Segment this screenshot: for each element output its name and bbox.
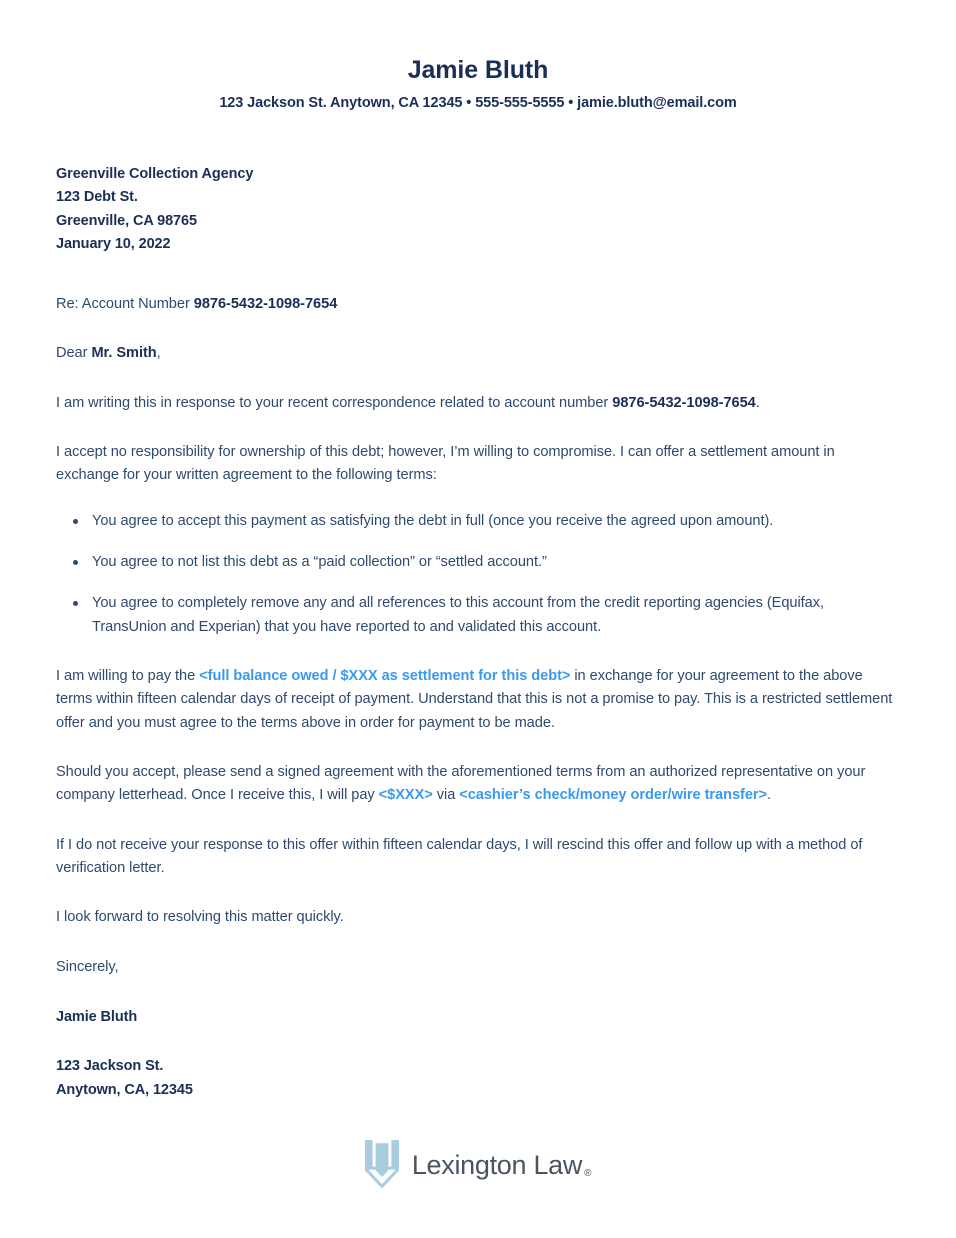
list-item: You agree to not list this debt as a “paid collection” or “settled account.” (56, 551, 900, 574)
registered-trademark-symbol: ® (584, 1167, 592, 1179)
salutation-suffix: , (156, 345, 161, 362)
recipient-company: Greenville Collection Agency (56, 166, 254, 182)
paragraph-willing-to-pay (56, 665, 900, 735)
paragraph-offer: I accept no responsibility for ownership of this debt; however, I’m willing to compromise. I can offer a settlement amount in exchange for your written agreement to the following terms: (56, 443, 835, 484)
signature-address-block (56, 1055, 900, 1102)
paragraph-closing: I look forward to resolving this matter quickly. (56, 909, 344, 926)
recipient-address-block (56, 163, 900, 257)
paragraph-intro (56, 392, 900, 415)
brand-name: Lexington Law (411, 1149, 583, 1180)
accept-text-after: . (766, 787, 771, 804)
sign-off: Sincerely, (56, 958, 119, 975)
salutation (56, 342, 900, 365)
signature-street: 123 Jackson St. (56, 1058, 164, 1075)
sender-contact-line: 123 Jackson St. Anytown, CA 12345 • 555-555-5555 • jamie.bluth@email.com (219, 95, 737, 111)
signature-city-state-zip: Anytown, CA, 12345 (56, 1081, 193, 1098)
letter-date: January 10, 2022 (56, 236, 171, 253)
footer-logo (0, 1140, 956, 1190)
letter-body (0, 163, 956, 1102)
terms-list (56, 510, 900, 639)
lexington-law-shield-icon (365, 1140, 399, 1190)
accept-text-before: Should you accept, please send a signed agreement with the aforementioned terms from an authorized representative on your company letterhead. Once I receive this, I will pay (56, 764, 866, 804)
sender-name: Jamie Bluth (407, 56, 549, 84)
paragraph-acceptance-instructions (56, 761, 900, 808)
letterhead (0, 0, 956, 111)
recipient-street: 123 Debt St. (56, 189, 138, 206)
recipient-city-state-zip: Greenville, CA 98765 (56, 212, 197, 229)
placeholder-payment-amount: <$XXX> (378, 787, 433, 804)
subject-account-number: 9876-5432-1098-7654 (193, 295, 338, 312)
subject-line (56, 293, 900, 316)
paragraph-rescind-notice: If I do not receive your response to this offer within fifteen calendar days, I will rescind this offer and follow up with a method of verification letter. (56, 836, 863, 877)
willing-text-before: I am willing to pay the (56, 668, 200, 685)
salutation-name: Mr. Smith (91, 345, 157, 362)
intro-text-after: . (755, 394, 760, 411)
list-item: You agree to completely remove any and all references to this account from the credit reporting agencies (Equifax, TransUnion and Experian) that you have reported to and validated this account. (56, 592, 900, 639)
salutation-prefix: Dear (56, 345, 92, 362)
placeholder-settlement-amount: <full balance owed / $XXX as settlement for this debt> (199, 668, 571, 685)
lexington-law-wordmark (412, 1150, 591, 1181)
subject-label: Re: Account Number (56, 295, 194, 312)
accept-text-middle: via (432, 787, 460, 804)
intro-account-number: 9876-5432-1098-7654 (612, 394, 756, 411)
list-item: You agree to accept this payment as satisfying the debt in full (once you receive the agreed upon amount). (56, 510, 900, 533)
willing-text-after: in exchange for your agreement to the above terms within fifteen calendar days of receipt of payment. Understand that this is not a promise to pay. This is a restricted settlement offer and you must agree to the terms above in order for payment to be made. (56, 668, 893, 731)
intro-text-before: I am writing this in response to your recent correspondence related to account number (56, 394, 613, 411)
signature-name: Jamie Bluth (56, 1009, 138, 1026)
placeholder-payment-method: <cashier’s check/money order/wire transfer> (459, 787, 767, 804)
